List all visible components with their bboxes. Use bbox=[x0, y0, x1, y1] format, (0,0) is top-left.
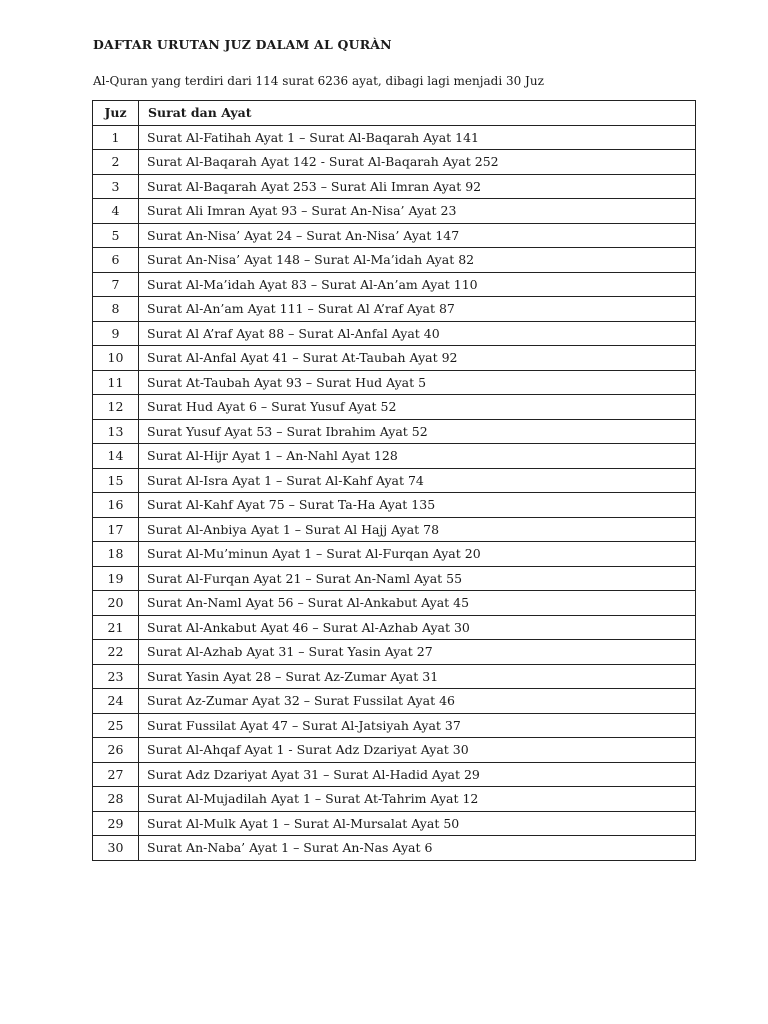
juz-number-cell: 6 bbox=[93, 248, 139, 273]
table-row bbox=[93, 615, 696, 640]
surat-range-cell: Surat Adz Dzariyat Ayat 31 – Surat Al-Hadid Ayat 29 bbox=[139, 762, 696, 787]
surat-range-cell: Surat Al-Baqarah Ayat 253 – Surat Ali Imran Ayat 92 bbox=[139, 174, 696, 199]
surat-range-cell: Surat An-Nisa’ Ayat 148 – Surat Al-Ma’idah Ayat 82 bbox=[139, 248, 696, 273]
juz-number-cell: 29 bbox=[93, 811, 139, 836]
table-row bbox=[93, 542, 696, 567]
juz-number-cell: 27 bbox=[93, 762, 139, 787]
surat-range-cell: Surat Al-An’am Ayat 111 – Surat Al A’raf Ayat 87 bbox=[139, 297, 696, 322]
surat-range-cell: Surat Al-Anfal Ayat 41 – Surat At-Taubah Ayat 92 bbox=[139, 346, 696, 371]
table-row bbox=[93, 517, 696, 542]
juz-number-cell: 26 bbox=[93, 738, 139, 763]
table-row bbox=[93, 591, 696, 616]
table-row bbox=[93, 248, 696, 273]
table-row bbox=[93, 468, 696, 493]
table-body bbox=[93, 125, 696, 860]
table-row bbox=[93, 346, 696, 371]
column-header-surat: Surat dan Ayat bbox=[139, 101, 696, 126]
juz-number-cell: 9 bbox=[93, 321, 139, 346]
juz-number-cell: 17 bbox=[93, 517, 139, 542]
table-row bbox=[93, 762, 696, 787]
surat-range-cell: Surat An-Naba’ Ayat 1 – Surat An-Nas Ayat 6 bbox=[139, 836, 696, 861]
juz-number-cell: 1 bbox=[93, 125, 139, 150]
table-row bbox=[93, 640, 696, 665]
table-row bbox=[93, 150, 696, 175]
intro-text: Al-Quran yang terdiri dari 114 surat 6236 ayat, dibagi lagi menjadi 30 Juz bbox=[93, 74, 544, 88]
surat-range-cell: Surat Al-Mulk Ayat 1 – Surat Al-Mursalat Ayat 50 bbox=[139, 811, 696, 836]
page-title: DAFTAR URUTAN JUZ DALAM AL QURÀN bbox=[93, 37, 392, 52]
juz-number-cell: 12 bbox=[93, 395, 139, 420]
juz-number-cell: 2 bbox=[93, 150, 139, 175]
juz-number-cell: 18 bbox=[93, 542, 139, 567]
table-row bbox=[93, 223, 696, 248]
juz-number-cell: 4 bbox=[93, 199, 139, 224]
juz-number-cell: 21 bbox=[93, 615, 139, 640]
table-row bbox=[93, 738, 696, 763]
surat-range-cell: Surat Al-Baqarah Ayat 142 - Surat Al-Baqarah Ayat 252 bbox=[139, 150, 696, 175]
surat-range-cell: Surat Al-Hijr Ayat 1 – An-Nahl Ayat 128 bbox=[139, 444, 696, 469]
juz-number-cell: 24 bbox=[93, 689, 139, 714]
surat-range-cell: Surat Al-Ankabut Ayat 46 – Surat Al-Azhab Ayat 30 bbox=[139, 615, 696, 640]
surat-range-cell: Surat Hud Ayat 6 – Surat Yusuf Ayat 52 bbox=[139, 395, 696, 420]
table-header-row bbox=[93, 101, 696, 126]
surat-range-cell: Surat Al-Azhab Ayat 31 – Surat Yasin Ayat 27 bbox=[139, 640, 696, 665]
table-row bbox=[93, 174, 696, 199]
surat-range-cell: Surat Al-Mujadilah Ayat 1 – Surat At-Tahrim Ayat 12 bbox=[139, 787, 696, 812]
table-row bbox=[93, 272, 696, 297]
surat-range-cell: Surat Al-Furqan Ayat 21 – Surat An-Naml Ayat 55 bbox=[139, 566, 696, 591]
table-row bbox=[93, 419, 696, 444]
surat-range-cell: Surat Yasin Ayat 28 – Surat Az-Zumar Ayat 31 bbox=[139, 664, 696, 689]
juz-number-cell: 25 bbox=[93, 713, 139, 738]
table-row bbox=[93, 689, 696, 714]
juz-number-cell: 5 bbox=[93, 223, 139, 248]
table-row bbox=[93, 125, 696, 150]
table-row bbox=[93, 370, 696, 395]
juz-number-cell: 8 bbox=[93, 297, 139, 322]
table-row bbox=[93, 199, 696, 224]
juz-number-cell: 28 bbox=[93, 787, 139, 812]
juz-table bbox=[92, 100, 696, 861]
juz-number-cell: 22 bbox=[93, 640, 139, 665]
table-row bbox=[93, 493, 696, 518]
surat-range-cell: Surat Al A’raf Ayat 88 – Surat Al-Anfal Ayat 40 bbox=[139, 321, 696, 346]
table-row bbox=[93, 713, 696, 738]
juz-number-cell: 13 bbox=[93, 419, 139, 444]
table-row bbox=[93, 566, 696, 591]
table-row bbox=[93, 787, 696, 812]
juz-number-cell: 15 bbox=[93, 468, 139, 493]
table-row bbox=[93, 664, 696, 689]
column-header-juz: Juz bbox=[93, 101, 139, 126]
surat-range-cell: Surat Az-Zumar Ayat 32 – Surat Fussilat Ayat 46 bbox=[139, 689, 696, 714]
surat-range-cell: Surat An-Nisa’ Ayat 24 – Surat An-Nisa’ Ayat 147 bbox=[139, 223, 696, 248]
surat-range-cell: Surat Yusuf Ayat 53 – Surat Ibrahim Ayat 52 bbox=[139, 419, 696, 444]
table-row bbox=[93, 321, 696, 346]
juz-number-cell: 11 bbox=[93, 370, 139, 395]
juz-number-cell: 19 bbox=[93, 566, 139, 591]
table-row bbox=[93, 811, 696, 836]
juz-number-cell: 16 bbox=[93, 493, 139, 518]
table-row bbox=[93, 836, 696, 861]
surat-range-cell: Surat Fussilat Ayat 47 – Surat Al-Jatsiyah Ayat 37 bbox=[139, 713, 696, 738]
juz-number-cell: 7 bbox=[93, 272, 139, 297]
table-row bbox=[93, 395, 696, 420]
juz-number-cell: 20 bbox=[93, 591, 139, 616]
surat-range-cell: Surat Al-Ma’idah Ayat 83 – Surat Al-An’am Ayat 110 bbox=[139, 272, 696, 297]
surat-range-cell: Surat Al-Mu’minun Ayat 1 – Surat Al-Furqan Ayat 20 bbox=[139, 542, 696, 567]
surat-range-cell: Surat An-Naml Ayat 56 – Surat Al-Ankabut Ayat 45 bbox=[139, 591, 696, 616]
surat-range-cell: Surat At-Taubah Ayat 93 – Surat Hud Ayat 5 bbox=[139, 370, 696, 395]
surat-range-cell: Surat Al-Fatihah Ayat 1 – Surat Al-Baqarah Ayat 141 bbox=[139, 125, 696, 150]
table-row bbox=[93, 297, 696, 322]
surat-range-cell: Surat Al-Anbiya Ayat 1 – Surat Al Hajj Ayat 78 bbox=[139, 517, 696, 542]
juz-number-cell: 14 bbox=[93, 444, 139, 469]
juz-number-cell: 3 bbox=[93, 174, 139, 199]
surat-range-cell: Surat Al-Ahqaf Ayat 1 - Surat Adz Dzariyat Ayat 30 bbox=[139, 738, 696, 763]
juz-number-cell: 23 bbox=[93, 664, 139, 689]
juz-number-cell: 10 bbox=[93, 346, 139, 371]
surat-range-cell: Surat Al-Kahf Ayat 75 – Surat Ta-Ha Ayat 135 bbox=[139, 493, 696, 518]
surat-range-cell: Surat Ali Imran Ayat 93 – Surat An-Nisa’ Ayat 23 bbox=[139, 199, 696, 224]
table-row bbox=[93, 444, 696, 469]
surat-range-cell: Surat Al-Isra Ayat 1 – Surat Al-Kahf Ayat 74 bbox=[139, 468, 696, 493]
juz-number-cell: 30 bbox=[93, 836, 139, 861]
